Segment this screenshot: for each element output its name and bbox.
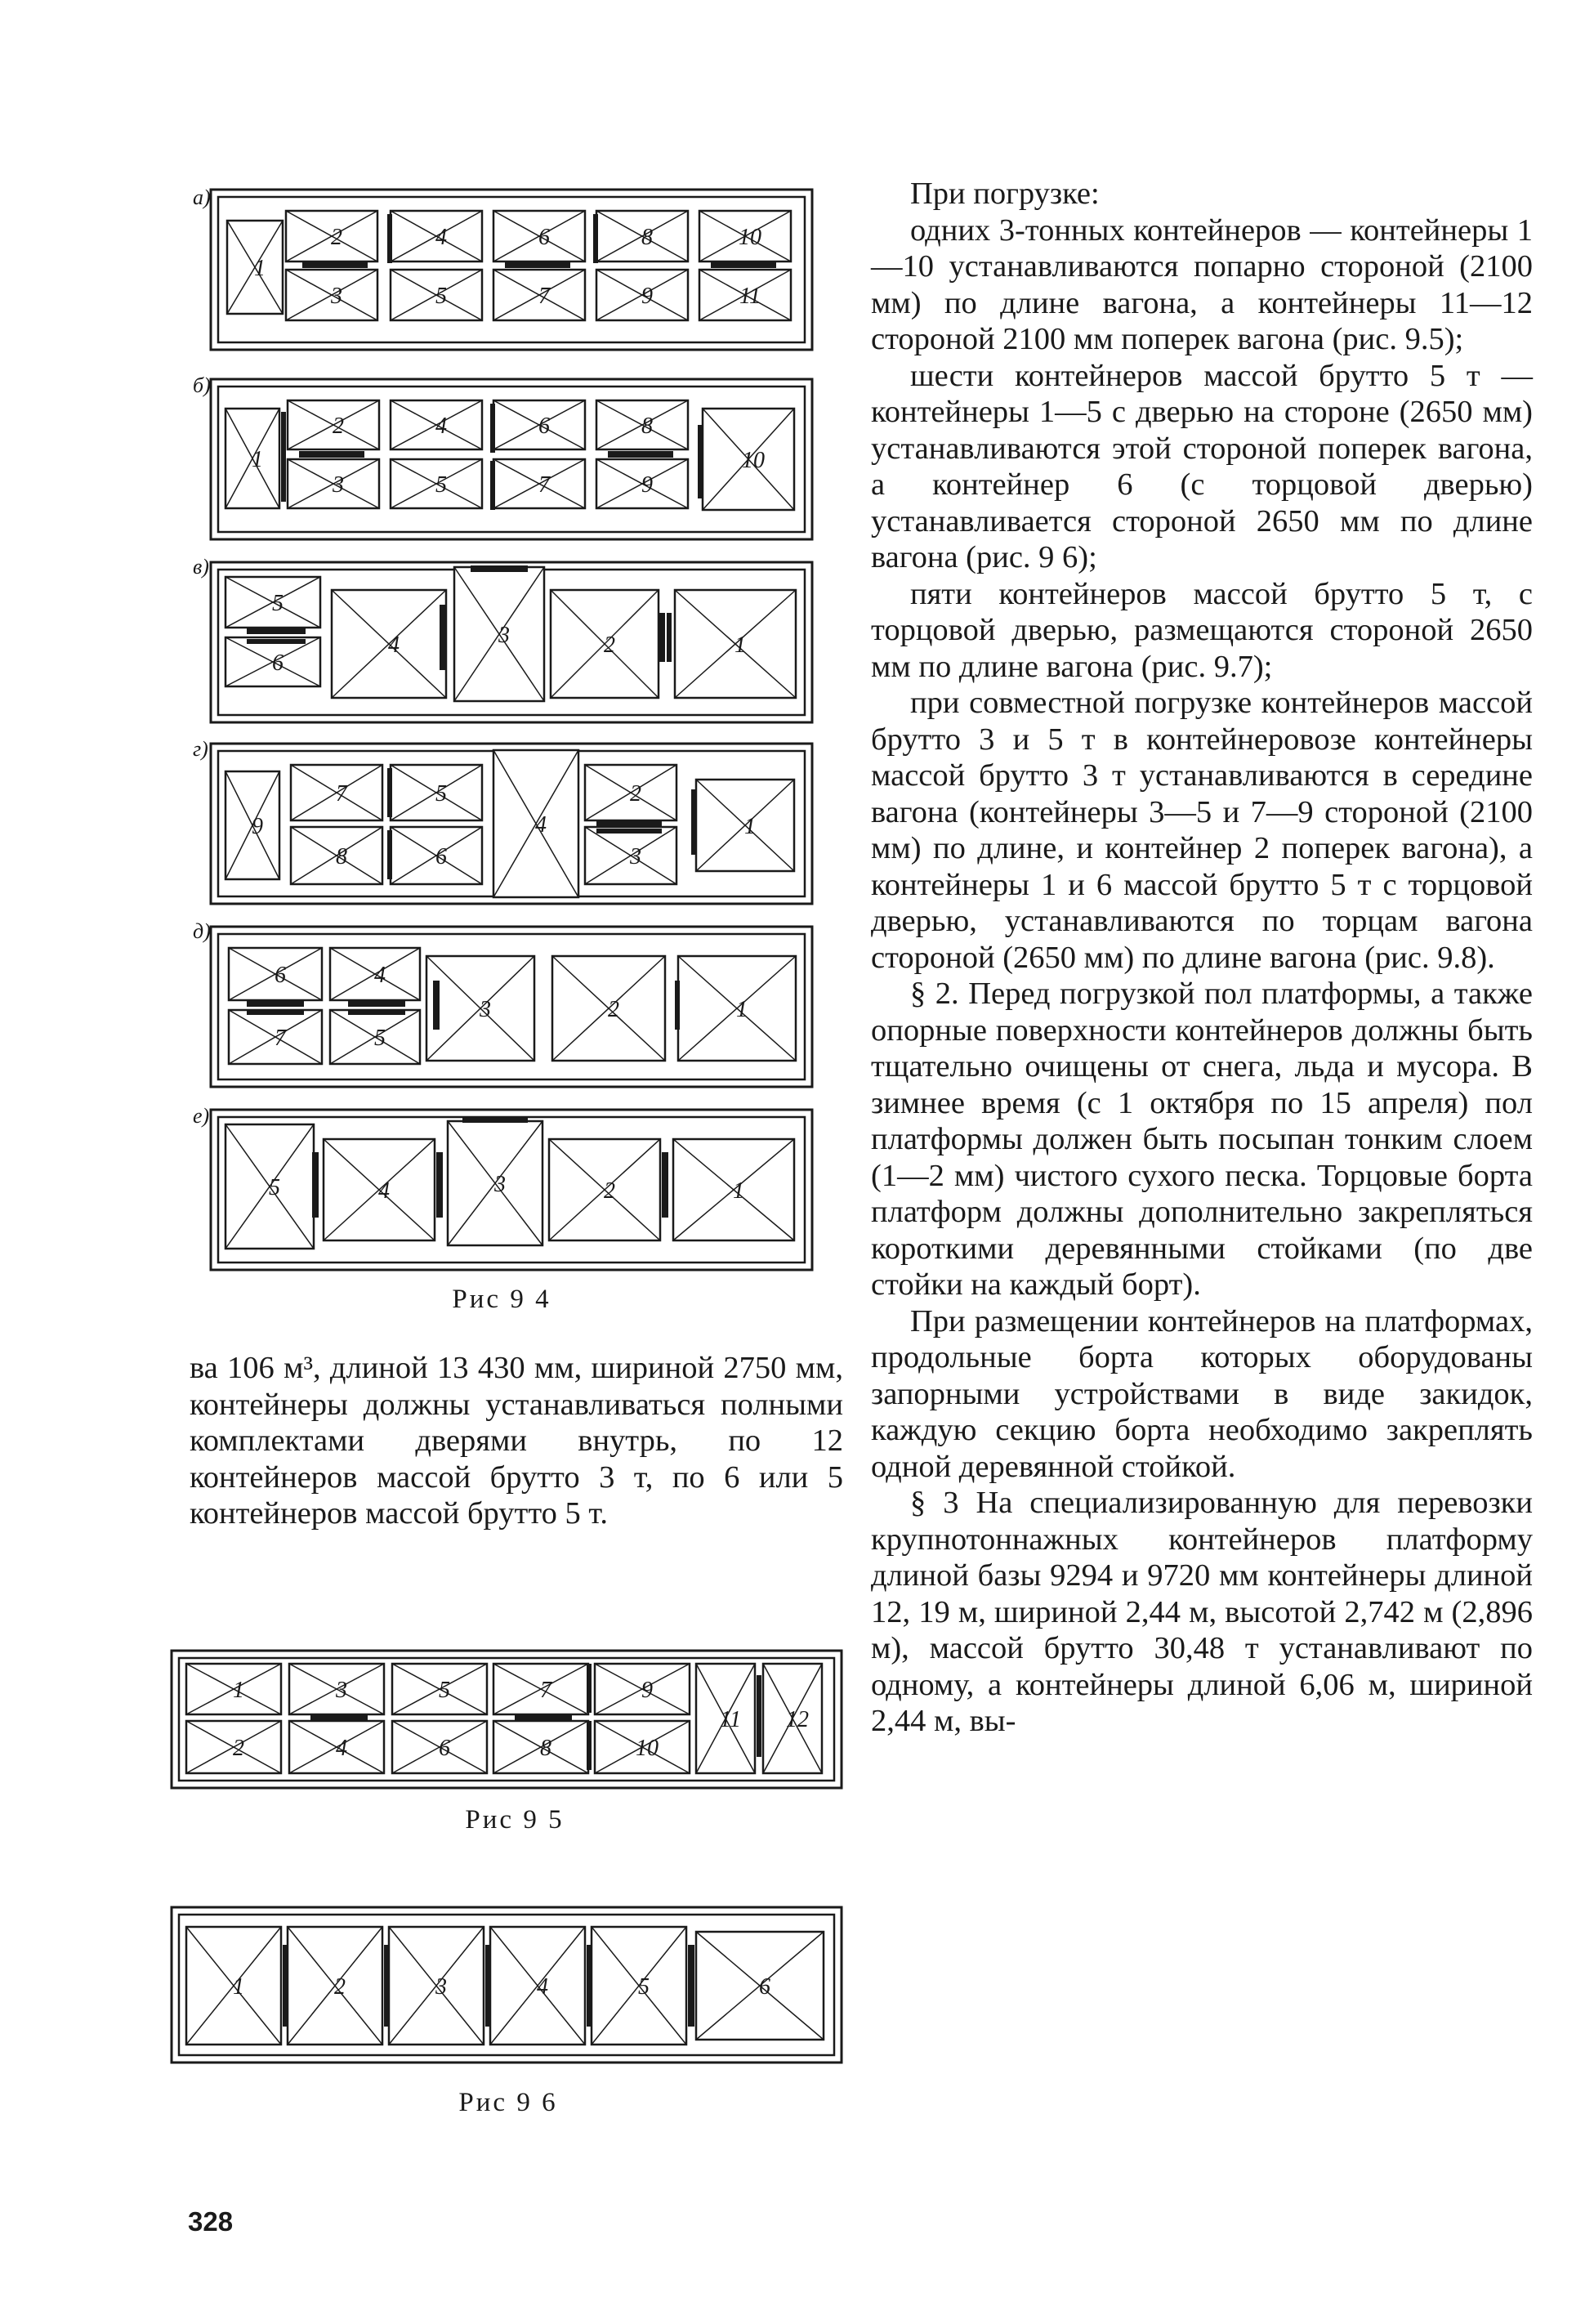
paragraph-3t: одних 3-тонных контейнеров — контейнеры 1—10 устанавливаются попарно стороной (2100 мм) по длине вагона, а контейнеры 11—12 стороной 2100 мм поперек вагона (рис. 9.5); <box>871 212 1533 356</box>
panel-b-box-1-number: 1 <box>252 447 263 472</box>
panel-e-box-5-number: 5 <box>269 1175 280 1200</box>
fig95-door-1 <box>310 1714 368 1721</box>
fig95-box-bottom-2-number: 4 <box>336 1736 347 1761</box>
panel-d-box-3-number: 3 <box>480 997 491 1022</box>
panel-b-door-4 <box>490 461 495 510</box>
fig95-box-bottom-1-number: 2 <box>233 1736 244 1761</box>
panel-d-box-6-number: 6 <box>275 963 286 988</box>
fig96-box-1-number: 1 <box>233 1974 244 2000</box>
panel-b-label: б) <box>193 373 211 397</box>
panel-a-door-5 <box>593 214 598 263</box>
fig95-door-2 <box>515 1714 572 1721</box>
panel-a-door-3 <box>711 261 776 268</box>
paragraph-mixed: при совместной погрузке контейнеров массой брутто 3 и 5 т в контейнеровозе контейнеры массой брутто 3 т устанавливаются в середине вагона (контейнеры 3—5 и 7—9 стороной (2100 мм) по длине, и контейнер 2 поперек вагона), а контейнеры 1 и 6 массой брутто 5 т с торцовой дверью, устанавливаются по торцам вагона стороной (2650 мм) по длине вагона (рис. 9.8). <box>871 686 1533 975</box>
panel-g-door-1 <box>387 768 392 817</box>
fig96-door-5 <box>688 1945 694 2027</box>
panel-g-door-3 <box>596 820 662 827</box>
panel-e-door-4 <box>662 1152 668 1218</box>
fig96-box-4-number: 4 <box>537 1974 548 2000</box>
panel-v-box-6-number: 6 <box>272 650 284 676</box>
panel-g-box-bottom-2-number: 6 <box>435 844 447 869</box>
panel-b-door-a <box>281 412 286 502</box>
panel-v-door-5 <box>659 613 665 662</box>
panel-a-box-bottom-3-number: 7 <box>538 284 550 309</box>
panel-v-box-4-number: 4 <box>388 632 400 658</box>
panel-d-box-2-number: 2 <box>608 997 619 1022</box>
panel-d-door-6 <box>675 981 680 1030</box>
panel-g-door-4 <box>596 829 662 834</box>
paragraph-side-boards: При размещении контейнеров на платформах, продольные борта которых оборудованы запорными устройствами в виде закидок, каждую секцию борта необходимо закреплять одной деревянной стойкой. <box>871 1303 1533 1484</box>
panel-a-door-4 <box>387 214 392 263</box>
panel-v-door-6 <box>667 613 672 662</box>
panel-b-box-bottom-1-number: 3 <box>333 472 344 498</box>
left-column-text <box>190 1350 843 1532</box>
fig95-box-top-4-number: 7 <box>540 1678 551 1703</box>
panel-g-box-1-number: 1 <box>744 814 756 839</box>
panel-d-door-3 <box>247 1010 304 1015</box>
panel-v-box-2-number: 2 <box>604 632 615 658</box>
panel-e-door-1 <box>312 1152 319 1218</box>
panel-e-label: е) <box>193 1104 210 1128</box>
panel-e-door-2 <box>436 1152 443 1218</box>
right-column-text <box>871 176 1533 1740</box>
paragraph-section-3: § 3 На специализированную для перевозки крупнотоннажных контейнеров платформу длиной базы 9294 и 9720 мм контейнеры длиной 12, 19 м, шириной 2,44 м, высотой 2,742 м (2,896 м), массой брутто 30,48 т устанавливают по одному, а контейнеры длиной 6,06 м, шириной 2,44 м, вы- <box>871 1486 1533 1738</box>
panel-d-door-4 <box>348 1010 405 1015</box>
panel-e-box-3-number: 3 <box>494 1172 506 1197</box>
panel-a-box-bottom-4-number: 9 <box>641 284 653 309</box>
panel-v-label: в) <box>193 555 209 579</box>
panel-a-box-top-4-number: 8 <box>641 225 653 250</box>
panel-v-door-4 <box>471 565 528 572</box>
fig95-door-3 <box>587 1664 592 1713</box>
paragraph-intro: При погрузке: <box>910 177 1100 211</box>
panel-v-door-1 <box>247 628 306 634</box>
panel-g-box-4-number: 4 <box>535 812 547 838</box>
panel-d-label: д) <box>193 919 211 943</box>
paragraph-five: пяти контейнеров массой брутто 5 т, с торцовой дверью, размещаются стороной 2650 мм по длине вагона (рис. 9.7); <box>871 576 1533 684</box>
panel-g-box-9-number: 9 <box>252 814 263 839</box>
panel-b-box-bottom-3-number: 7 <box>538 472 550 498</box>
panel-e-box-2-number: 2 <box>604 1178 615 1204</box>
fig96-caption: Рис 9 6 <box>458 2088 558 2117</box>
fig95-box-top-5-number: 9 <box>641 1678 653 1703</box>
panel-a-door-1 <box>302 261 368 268</box>
panel-a-box-top-5-number: 10 <box>739 225 761 250</box>
panel-g-box-top-2-number: 5 <box>435 781 447 807</box>
panel-a-box-1-number: 1 <box>254 256 266 281</box>
fig95-box-bottom-3-number: 6 <box>439 1736 450 1761</box>
fig96-box-6-number: 6 <box>759 1974 770 2000</box>
panel-a-box-top-3-number: 6 <box>538 225 550 250</box>
panel-b-box-bottom-2-number: 5 <box>435 472 447 498</box>
panel-b-box-top-4-number: 8 <box>641 413 653 439</box>
paragraph-section-2: § 2. Перед погрузкой пол платформы, а также опорные поверхности контейнеров должны быть тщательно очищены от снега, льда и мусора. В зимнее время (с 1 октября по 15 апреля) пол платформы должен быть посыпан тонким слоем (1—2 мм) чистого сухого песка. Торцовые борта платформ должны дополнительно закрепляться короткими деревянными стойками (по две стойки на каждый борт). <box>871 977 1533 1302</box>
panel-g-door-5 <box>691 789 696 855</box>
panel-b-door-1 <box>299 451 364 458</box>
fig94-caption: Рис 9 4 <box>452 1285 551 1314</box>
panel-g-door-2 <box>387 830 392 879</box>
panel-a-box-top-1-number: 2 <box>331 225 342 250</box>
panel-v-door-2 <box>247 639 306 644</box>
fig95-door-4 <box>587 1721 592 1770</box>
fig95-box-top-3-number: 5 <box>439 1678 450 1703</box>
panel-b-box-top-3-number: 6 <box>538 413 550 439</box>
panel-a-box-top-2-number: 4 <box>435 225 447 250</box>
panel-d-box-4-number: 4 <box>374 963 386 988</box>
panel-b-door-3 <box>490 404 495 453</box>
fig95-box-11-number: 11 <box>720 1707 741 1732</box>
panel-b-door-2 <box>608 451 673 458</box>
panel-d-box-1-number: 1 <box>736 997 748 1022</box>
panel-g-box-top-1-number: 7 <box>336 781 347 807</box>
panel-g-box-3-number: 3 <box>630 844 641 869</box>
fig95-box-bottom-4-number: 8 <box>540 1736 551 1761</box>
fig95-box-bottom-5-number: 10 <box>636 1736 659 1761</box>
panel-b-box-top-1-number: 2 <box>333 413 344 439</box>
fig95-box-12-number: 12 <box>786 1707 809 1732</box>
panel-a-box-bottom-1-number: 3 <box>331 284 342 309</box>
panel-e-box-4-number: 4 <box>378 1178 390 1204</box>
panel-b-door-5 <box>698 425 703 498</box>
panel-e-door-3 <box>462 1116 528 1123</box>
panel-b-box-top-2-number: 4 <box>435 413 447 439</box>
paragraph-six: шести контейнеров массой брутто 5 т — контейнеры 1—5 с дверью на стороне (2650 мм) устанавливаются этой стороной поперек вагона, а контейнер 6 (с торцовой дверью) устанавливается стороной 2650 мм по длине вагона (рис. 9 6); <box>871 358 1533 574</box>
panel-e-box-1-number: 1 <box>733 1178 744 1204</box>
panel-b-box-10-number: 10 <box>742 448 765 473</box>
fig96-box-2-number: 2 <box>334 1974 346 2000</box>
fig96-box-3-number: 3 <box>435 1974 447 2000</box>
fig95-box-top-2-number: 3 <box>336 1678 347 1703</box>
page-number: 328 <box>188 2206 234 2237</box>
panel-g-box-bottom-1-number: 8 <box>336 844 347 869</box>
panel-v-door-3 <box>440 605 446 670</box>
panel-v-box-3-number: 3 <box>498 623 510 648</box>
panel-a-box-bottom-5-number: 11 <box>739 284 761 309</box>
fig96-box-5-number: 5 <box>638 1974 650 2000</box>
fig95-door-5 <box>757 1675 761 1757</box>
panel-d-box-5-number: 5 <box>374 1026 386 1051</box>
left-paragraph: ва 106 м³, длиной 13 430 мм, шириной 2750 мм, контейнеры должны устанавливаться полными комплектами дверями внутрь, по 12 контейнеров массой брутто 3 т, по 6 или 5 контейнеров массой брутто 5 т. <box>190 1351 843 1531</box>
panel-d-door-5 <box>433 981 440 1030</box>
panel-v-box-5-number: 5 <box>272 591 284 616</box>
panel-d-box-7-number: 7 <box>275 1026 286 1051</box>
panel-a-box-bottom-2-number: 5 <box>435 284 447 309</box>
panel-g-label: г) <box>193 737 208 761</box>
panel-d-door-2 <box>348 1000 405 1007</box>
panel-g-box-2-number: 2 <box>630 781 641 807</box>
panel-a-label: а) <box>193 185 211 209</box>
panel-b-box-bottom-4-number: 9 <box>641 472 653 498</box>
panel-d-door-1 <box>247 1000 304 1007</box>
fig95-caption: Рис 9 5 <box>465 1805 565 1835</box>
fig95-box-top-1-number: 1 <box>233 1678 244 1703</box>
panel-v-box-1-number: 1 <box>734 632 746 658</box>
panel-a-door-2 <box>505 261 570 268</box>
